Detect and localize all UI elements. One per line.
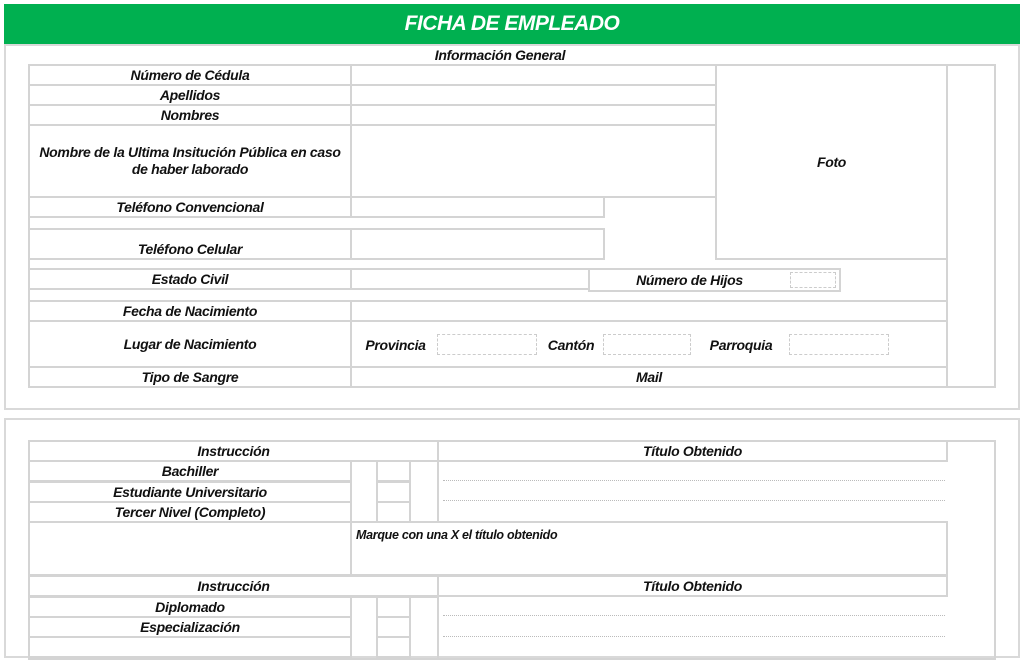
- estado-civil-field[interactable]: [350, 268, 590, 290]
- cedula-field[interactable]: [350, 64, 717, 86]
- photo-box[interactable]: Foto: [715, 64, 948, 260]
- titulo-line[interactable]: [443, 615, 945, 616]
- level-label: Diplomado: [28, 596, 352, 618]
- form-title: FICHA DE EMPLEADO: [4, 4, 1020, 44]
- checkbox-column: [409, 460, 439, 523]
- checkbox-column: [409, 596, 439, 660]
- fecha-nac-label: Fecha de Nacimiento: [28, 300, 352, 322]
- institucion-label: Nombre de la Ultima Insitución Pública en caso de haber laborado: [28, 124, 352, 198]
- nombres-label: Nombres: [28, 104, 352, 126]
- titulo-line[interactable]: [443, 480, 945, 481]
- checkbox[interactable]: [376, 596, 411, 618]
- section-title: Información General: [434, 46, 566, 63]
- estado-civil-label: Estado Civil: [28, 268, 352, 290]
- canton-label: Cantón: [547, 336, 595, 353]
- institucion-field[interactable]: [350, 124, 717, 198]
- checkbox[interactable]: [376, 616, 411, 638]
- mail-label: Mail: [350, 366, 948, 388]
- level-label: Especialización: [28, 616, 352, 638]
- titulo-line[interactable]: [443, 500, 945, 501]
- tel-conv-field[interactable]: [350, 196, 605, 218]
- parroquia-field[interactable]: [789, 334, 889, 355]
- canton-field[interactable]: [603, 334, 691, 355]
- instruccion-header: Instrucción: [28, 575, 439, 597]
- instruccion-header: Instrucción: [28, 440, 439, 462]
- checkbox[interactable]: [376, 636, 411, 658]
- level-label: Tercer Nivel (Completo): [28, 501, 352, 523]
- provincia-field[interactable]: [437, 334, 537, 355]
- fecha-nac-field[interactable]: [350, 300, 948, 322]
- hijos-field[interactable]: [790, 272, 836, 288]
- hijos-label: Número de Hijos: [588, 268, 841, 292]
- checkbox-column: [350, 460, 378, 523]
- note-spacer: [28, 521, 352, 576]
- nombres-field[interactable]: [350, 104, 717, 126]
- note-text: Marque con una X el título obtenido: [350, 521, 948, 576]
- lugar-nac-label: Lugar de Nacimiento: [28, 320, 352, 368]
- tel-cel-label: Teléfono Celular: [28, 228, 352, 260]
- tel-cel-field[interactable]: [350, 228, 605, 260]
- titulo-header: Título Obtenido: [437, 440, 948, 462]
- titulo-line[interactable]: [443, 636, 945, 637]
- checkbox[interactable]: [376, 460, 411, 482]
- level-label: Estudiante Universitario: [28, 481, 352, 503]
- apellidos-field[interactable]: [350, 84, 717, 106]
- side-column: [946, 64, 996, 388]
- apellidos-label: Apellidos: [28, 84, 352, 106]
- tel-conv-label: Teléfono Convencional: [28, 196, 352, 218]
- level-label: Bachiller: [28, 460, 352, 482]
- sangre-label: Tipo de Sangre: [28, 366, 352, 388]
- checkbox[interactable]: [376, 501, 411, 523]
- checkbox-column: [350, 596, 378, 660]
- cedula-label: Número de Cédula: [28, 64, 352, 86]
- parroquia-label: Parroquia: [709, 336, 773, 353]
- provincia-label: Provincia: [365, 336, 426, 353]
- checkbox[interactable]: [376, 481, 411, 503]
- titulo-header: Título Obtenido: [437, 575, 948, 597]
- level-label: [28, 636, 352, 658]
